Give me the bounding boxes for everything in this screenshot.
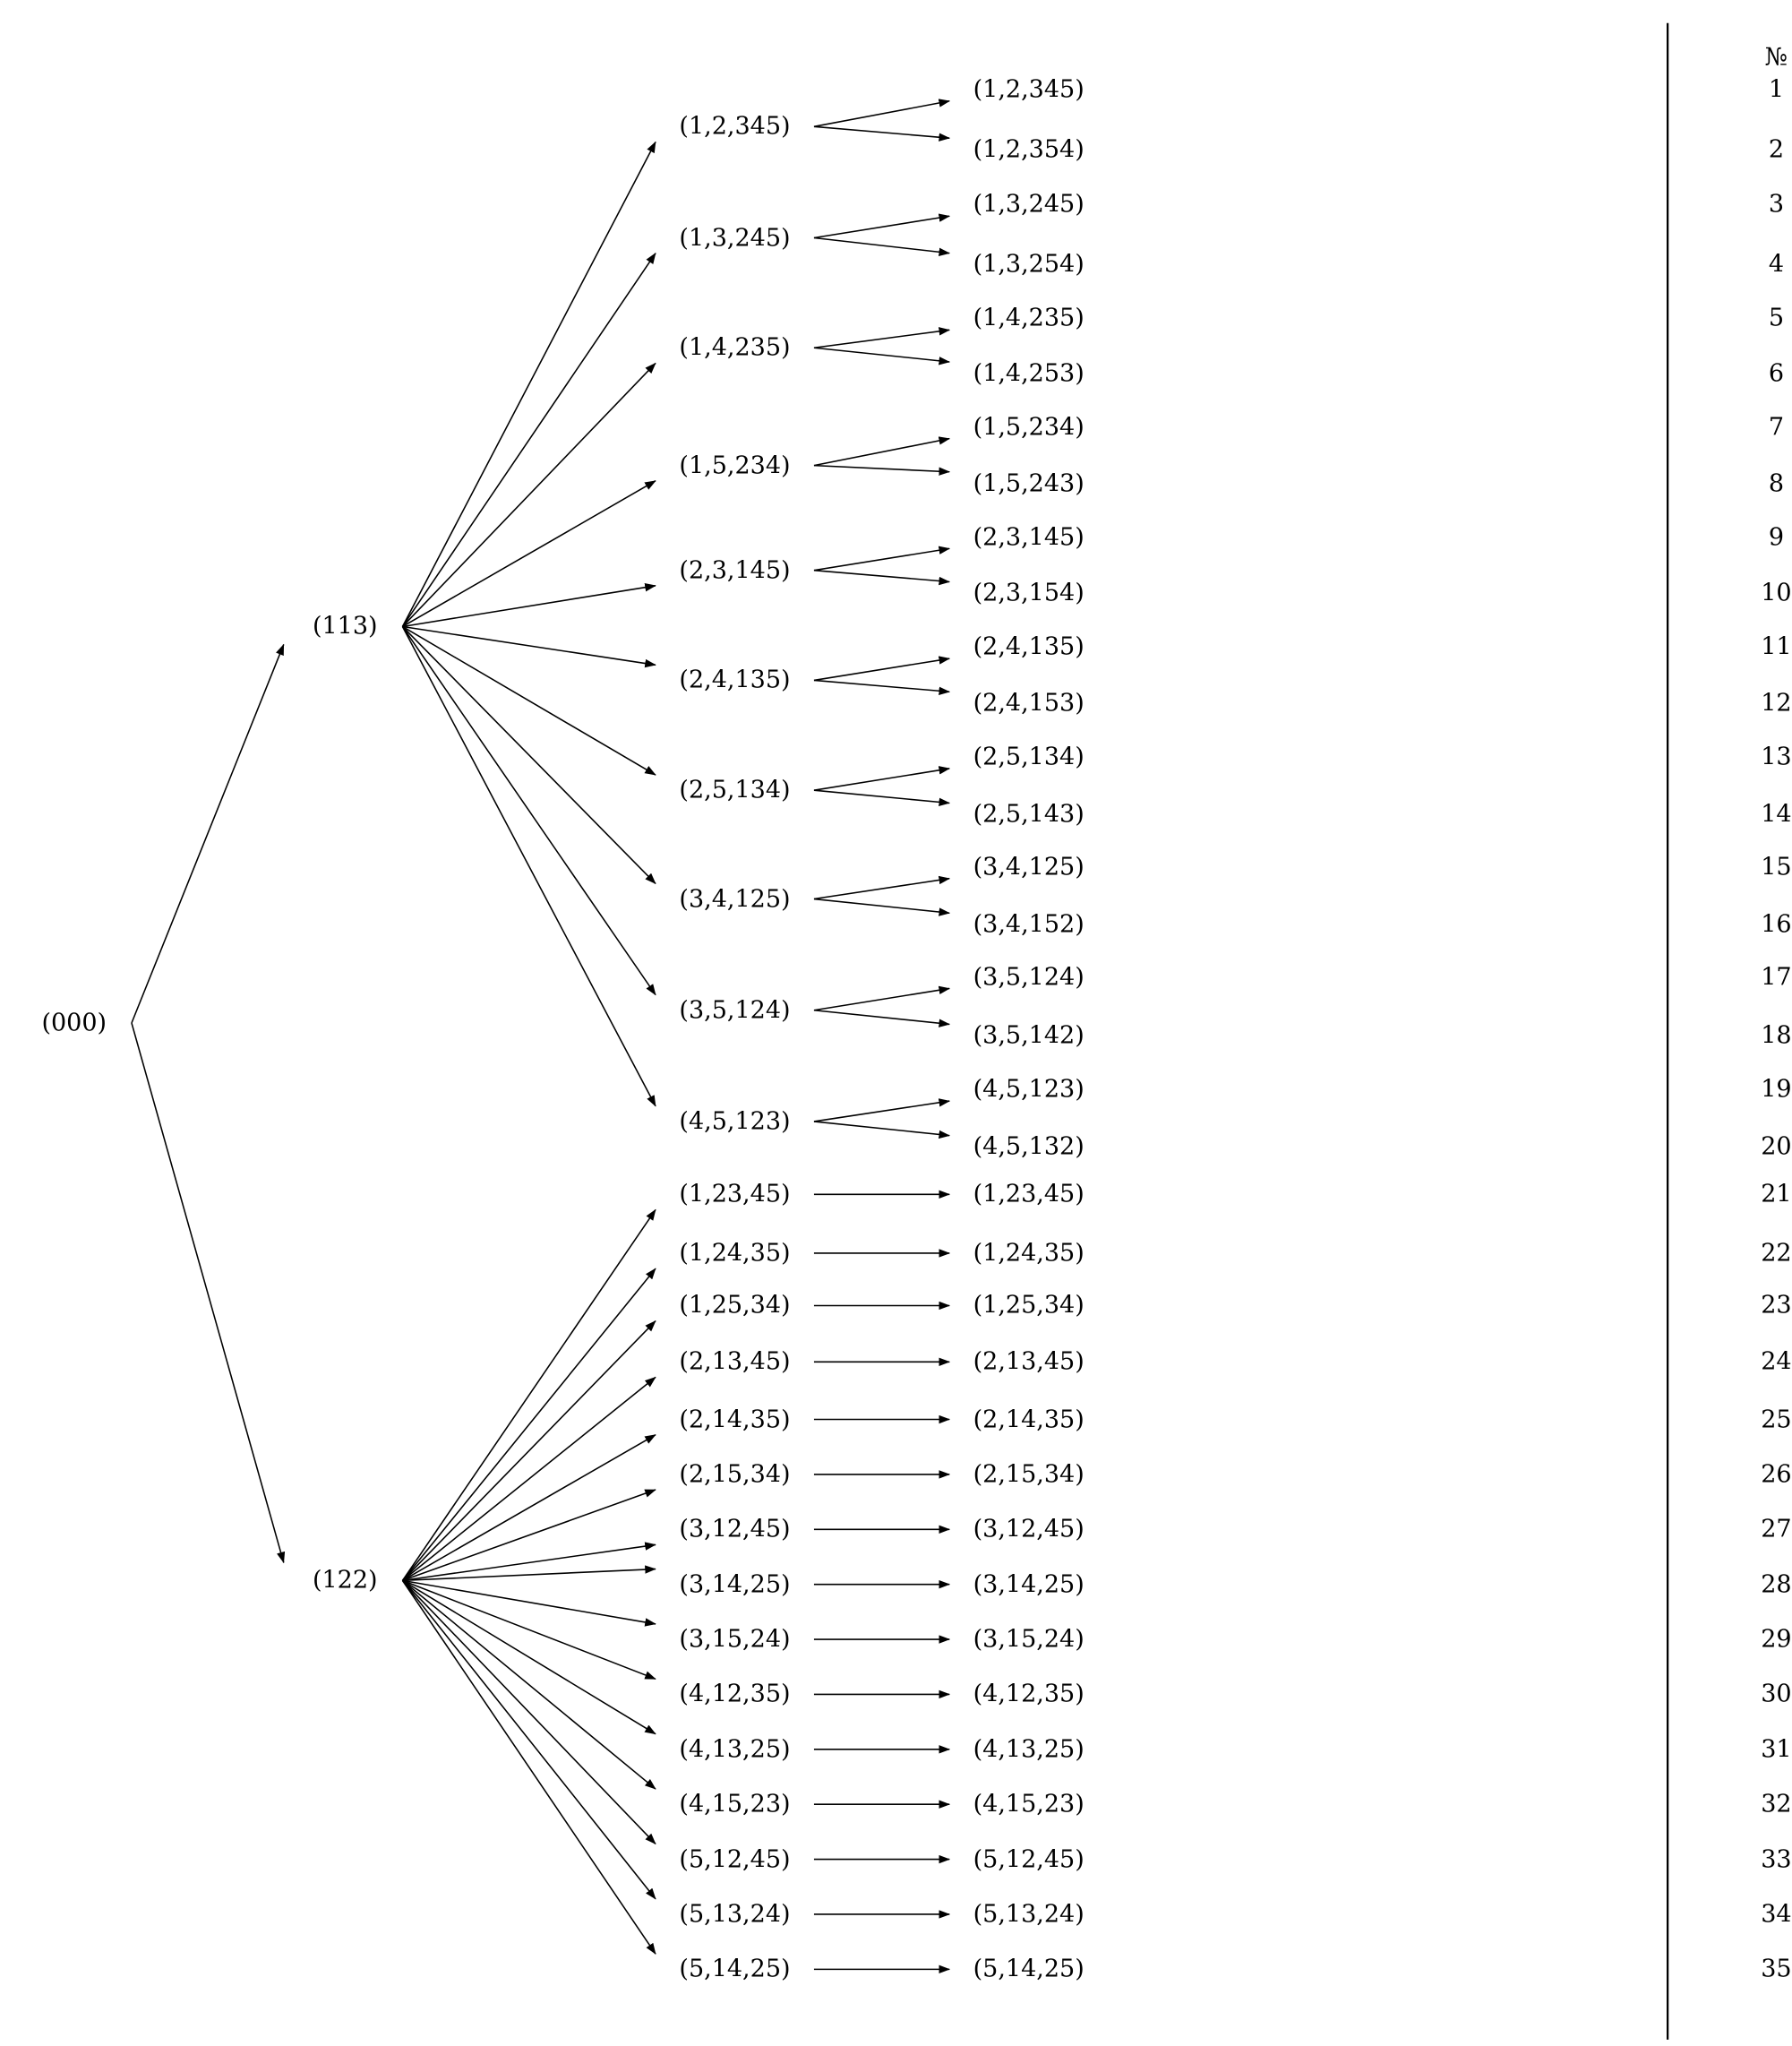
node-level2-24: (5,14,25) (679, 1955, 791, 1983)
tree-edge (402, 1268, 656, 1580)
row-number-3: 3 (1768, 190, 1785, 219)
tree-edge (814, 988, 949, 1010)
node-leaf-14: (3,4,125) (973, 853, 1085, 881)
node-level2-6: (2,5,134) (679, 776, 791, 804)
tree-edge (814, 126, 949, 138)
node-level2-1: (1,3,245) (679, 224, 791, 252)
node-leaf-25: (2,15,34) (973, 1460, 1085, 1489)
row-number-21: 21 (1761, 1180, 1792, 1208)
row-number-26: 26 (1761, 1460, 1792, 1489)
row-number-10: 10 (1761, 579, 1792, 607)
node-leaf-5: (1,4,253) (973, 359, 1085, 388)
node-leaf-29: (4,12,35) (973, 1680, 1085, 1708)
tree-edge (814, 1101, 949, 1122)
node-level2-2: (1,4,235) (679, 333, 791, 362)
tree-edge (814, 899, 949, 914)
row-number-30: 30 (1761, 1680, 1792, 1708)
row-number-22: 22 (1761, 1239, 1792, 1268)
node-leaf-7: (1,5,243) (973, 469, 1085, 498)
row-number-9: 9 (1768, 523, 1785, 552)
tree-edge (814, 238, 949, 254)
node-leaf-18: (4,5,123) (973, 1075, 1085, 1104)
node-level2-3: (1,5,234) (679, 451, 791, 480)
tree-edge (814, 769, 949, 790)
node-leaf-4: (1,4,235) (973, 304, 1085, 332)
row-number-1: 1 (1768, 75, 1785, 104)
node-level2-7: (3,4,125) (679, 885, 791, 914)
tree-edge (402, 626, 656, 665)
row-number-35: 35 (1761, 1955, 1792, 1983)
row-number-23: 23 (1761, 1291, 1792, 1320)
tree-edge (814, 348, 949, 362)
tree-edge (402, 1544, 656, 1580)
tree-edge (402, 1580, 656, 1898)
tree-edge (402, 1580, 656, 1679)
row-number-14: 14 (1761, 800, 1792, 829)
node-leaf-12: (2,5,134) (973, 743, 1085, 771)
node-leaf-27: (3,14,25) (973, 1570, 1085, 1599)
node-leaf-33: (5,13,24) (973, 1900, 1085, 1929)
tree-edge (402, 1580, 656, 1733)
row-number-11: 11 (1761, 632, 1792, 661)
node-level2-22: (5,12,45) (679, 1845, 791, 1874)
node-level2-23: (5,13,24) (679, 1900, 791, 1929)
tree-edge (402, 626, 656, 775)
node-level2-17: (3,14,25) (679, 1570, 791, 1599)
tree-edge (402, 1580, 656, 1954)
row-number-5: 5 (1768, 304, 1785, 332)
node-level2-4: (2,3,145) (679, 556, 791, 585)
tree-edge (814, 216, 949, 237)
node-level2-14: (2,14,35) (679, 1406, 791, 1434)
node-level2-16: (3,12,45) (679, 1515, 791, 1543)
node-leaf-20: (1,23,45) (973, 1180, 1085, 1208)
tree-edge (814, 1122, 949, 1136)
tree-edge (402, 586, 656, 627)
tree-edge (402, 481, 656, 627)
row-number-7: 7 (1768, 413, 1785, 442)
row-number-24: 24 (1761, 1347, 1792, 1376)
row-number-13: 13 (1761, 743, 1792, 771)
tree-edge (814, 790, 949, 803)
tree-edge (814, 548, 949, 570)
node-leaf-17: (3,5,142) (973, 1021, 1085, 1050)
row-number-19: 19 (1761, 1075, 1792, 1104)
tree-edge (814, 658, 949, 680)
row-number-32: 32 (1761, 1790, 1792, 1818)
tree-edge (402, 1435, 656, 1581)
node-leaf-32: (5,12,45) (973, 1845, 1085, 1874)
node-leaf-28: (3,15,24) (973, 1625, 1085, 1654)
node-leaf-8: (2,3,145) (973, 523, 1085, 552)
node-level2-13: (2,13,45) (679, 1347, 791, 1376)
node-leaf-2: (1,3,245) (973, 190, 1085, 219)
node-leaf-16: (3,5,124) (973, 963, 1085, 992)
tree-edge (402, 626, 656, 1105)
node-leaf-22: (1,25,34) (973, 1291, 1085, 1320)
node-leaf-6: (1,5,234) (973, 413, 1085, 442)
node-leaf-15: (3,4,152) (973, 910, 1085, 939)
row-number-6: 6 (1768, 359, 1785, 388)
tree-edge (402, 1377, 656, 1580)
node-root: (000) (41, 1009, 107, 1037)
row-number-28: 28 (1761, 1570, 1792, 1599)
row-number-2: 2 (1768, 135, 1785, 164)
node-leaf-24: (2,14,35) (973, 1406, 1085, 1434)
node-level2-9: (4,5,123) (679, 1107, 791, 1136)
row-number-27: 27 (1761, 1515, 1792, 1543)
node-leaf-0: (1,2,345) (973, 75, 1085, 104)
node-level2-0: (1,2,345) (679, 112, 791, 141)
node-level2-15: (2,15,34) (679, 1460, 791, 1489)
node-leaf-30: (4,13,25) (973, 1735, 1085, 1764)
tree-edge (814, 1010, 949, 1025)
node-leaf-10: (2,4,135) (973, 632, 1085, 661)
tree-edge (814, 439, 949, 466)
node-level2-19: (4,12,35) (679, 1680, 791, 1708)
tree-edge (402, 626, 656, 883)
node-level2-21: (4,15,23) (679, 1790, 791, 1818)
tree-edge (402, 254, 656, 627)
tree-edge (402, 1569, 656, 1581)
tree-edge (814, 330, 949, 348)
tree-edge (402, 626, 656, 994)
row-number-16: 16 (1761, 910, 1792, 939)
node-leaf-11: (2,4,153) (973, 689, 1085, 718)
node-level2-8: (3,5,124) (679, 996, 791, 1025)
row-number-29: 29 (1761, 1625, 1792, 1654)
tree-edge (814, 680, 949, 692)
node-leaf-9: (2,3,154) (973, 579, 1085, 607)
row-number-33: 33 (1761, 1845, 1792, 1874)
tree-edge (402, 1580, 656, 1844)
node-leaf-3: (1,3,254) (973, 250, 1085, 279)
tree-edge (132, 644, 284, 1023)
tree-edge (402, 1490, 656, 1580)
tree-edge (814, 466, 949, 472)
node-level1-1: (122) (312, 1566, 378, 1595)
tree-edge (132, 1023, 284, 1562)
row-number-12: 12 (1761, 689, 1792, 718)
node-level2-5: (2,4,135) (679, 666, 791, 694)
number-column-header: № (1764, 43, 1788, 72)
node-leaf-19: (4,5,132) (973, 1132, 1085, 1161)
node-level1-0: (113) (312, 612, 378, 640)
row-number-31: 31 (1761, 1735, 1792, 1764)
node-leaf-21: (1,24,35) (973, 1239, 1085, 1268)
node-leaf-31: (4,15,23) (973, 1790, 1085, 1818)
node-leaf-13: (2,5,143) (973, 800, 1085, 829)
row-number-25: 25 (1761, 1406, 1792, 1434)
node-level2-11: (1,24,35) (679, 1239, 791, 1268)
tree-edge (814, 879, 949, 899)
tree-edge (402, 1580, 656, 1624)
row-number-18: 18 (1761, 1021, 1792, 1050)
tree-edge (402, 1321, 656, 1581)
node-level2-18: (3,15,24) (679, 1625, 791, 1654)
tree-edge (814, 101, 949, 127)
node-level2-12: (1,25,34) (679, 1291, 791, 1320)
tree-edge (402, 142, 656, 626)
tree-edge (402, 363, 656, 626)
node-level2-10: (1,23,45) (679, 1180, 791, 1208)
row-number-34: 34 (1761, 1900, 1792, 1929)
node-leaf-1: (1,2,354) (973, 135, 1085, 164)
node-leaf-26: (3,12,45) (973, 1515, 1085, 1543)
row-number-8: 8 (1768, 469, 1785, 498)
row-number-15: 15 (1761, 853, 1792, 881)
tree-edge (814, 571, 949, 582)
node-leaf-34: (5,14,25) (973, 1955, 1085, 1983)
tree-edge (402, 1580, 656, 1789)
tree-edge (402, 1209, 656, 1580)
row-number-4: 4 (1768, 250, 1785, 279)
row-number-17: 17 (1761, 963, 1792, 992)
row-number-20: 20 (1761, 1132, 1792, 1161)
node-leaf-23: (2,13,45) (973, 1347, 1085, 1376)
node-level2-20: (4,13,25) (679, 1735, 791, 1764)
